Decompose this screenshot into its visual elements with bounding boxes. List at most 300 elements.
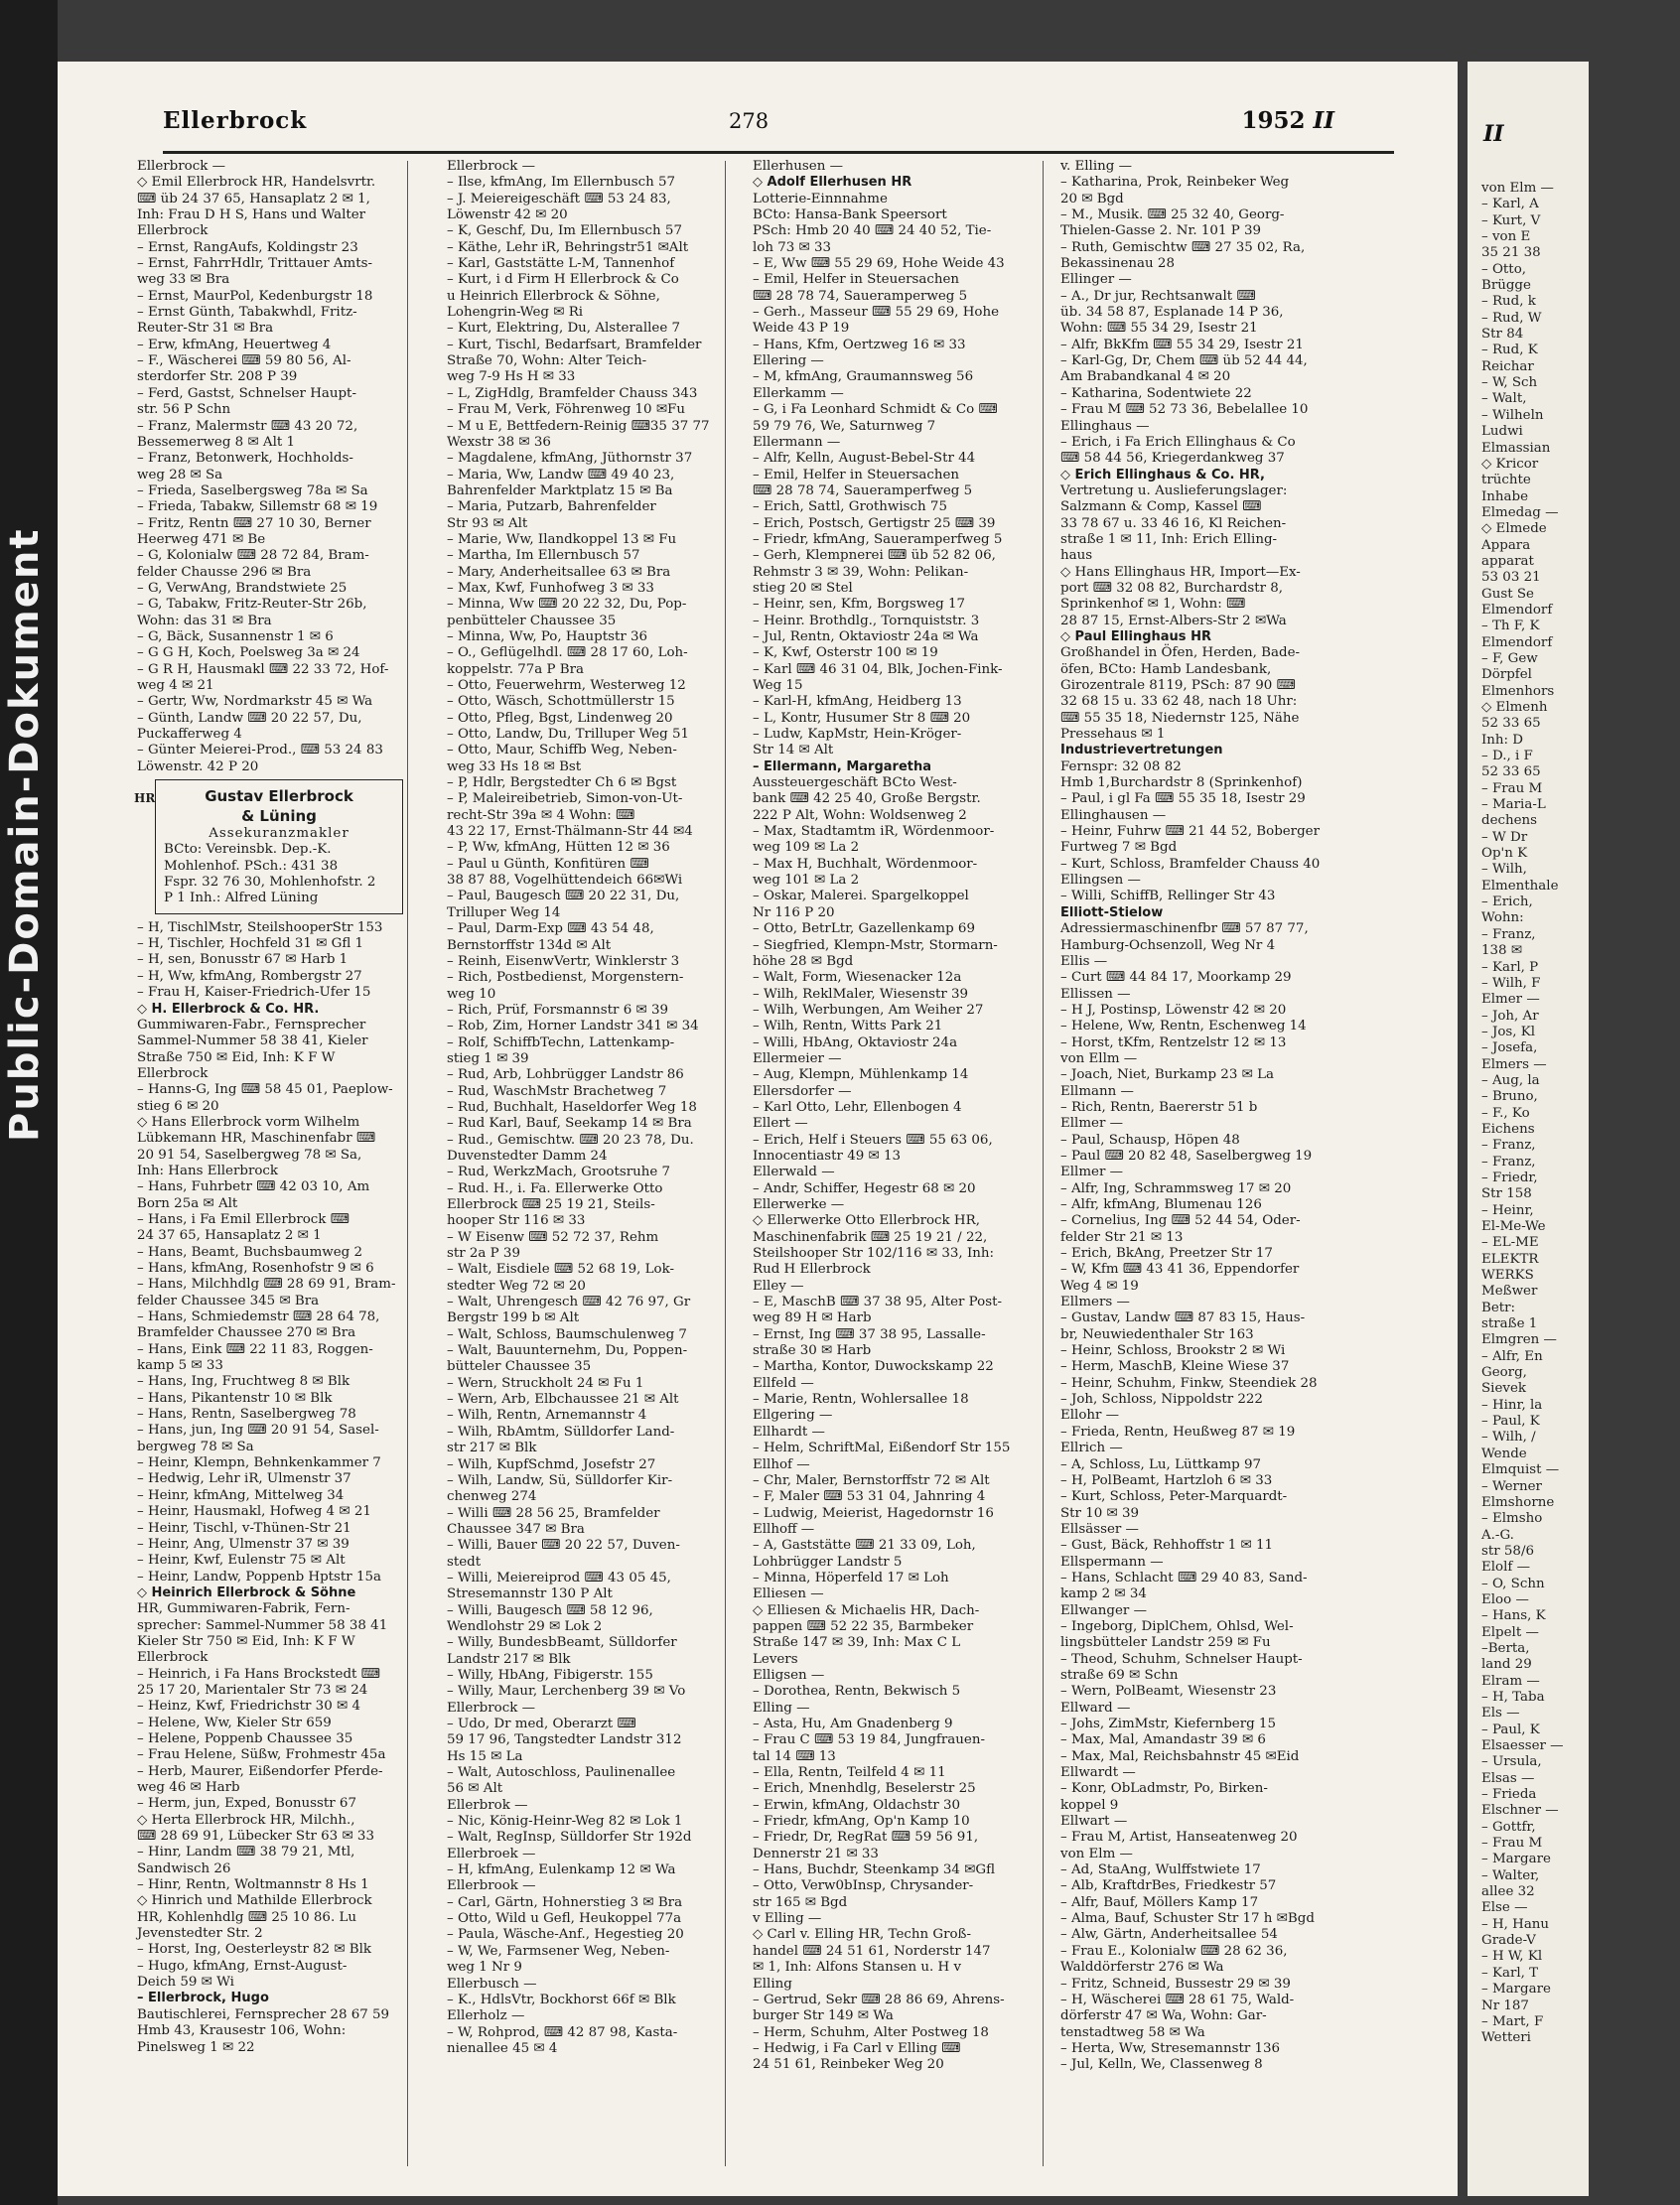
directory-entry: sprecher: Sammel-Nummer 58 38 41 xyxy=(137,1617,388,1633)
directory-entry: felder Chaussee 345 ✉ Bra xyxy=(137,1293,320,1309)
directory-entry: Ellering — xyxy=(753,353,824,369)
directory-entry: Ellmann — xyxy=(1060,1083,1134,1099)
directory-entry: Ellgering — xyxy=(753,1408,833,1424)
directory-entry: – Emil, Helfer in Steuersachen xyxy=(753,467,960,482)
ad-box-name-line2: & Lüning xyxy=(241,807,317,826)
directory-entry: – L, Kontr, Husumer Str 8 ⌨ 20 xyxy=(753,710,971,726)
directory-entry: Stresemannstr 130 P Alt xyxy=(447,1586,613,1602)
directory-entry: – Kurt, Tischl, Bedarfsart, Bramfelder xyxy=(447,337,702,352)
next-page-fragment: – Karl, T xyxy=(1481,1965,1539,1981)
directory-entry: von Elm — xyxy=(1060,1846,1133,1861)
directory-entry: – Franz, Malermstr ⌨ 43 20 72, xyxy=(137,418,358,434)
directory-entry: – A., Dr jur, Rechtsanwalt ⌨ xyxy=(1060,288,1256,304)
directory-entry: – Rob, Zim, Horner Landstr 341 ✉ 34 xyxy=(447,1019,699,1034)
directory-entry: – Marie, Rentn, Wohlersallee 18 xyxy=(753,1392,969,1408)
directory-entry: – Erich, Helf i Steuers ⌨ 55 63 06, xyxy=(753,1132,993,1148)
directory-entry: Thielen-Gasse 2. Nr. 101 P 39 xyxy=(1060,223,1262,239)
ad-box-owner: P 1 Inh.: Alfred Lüning xyxy=(164,891,319,906)
directory-entry: Ellerbrock xyxy=(137,1650,209,1666)
directory-entry: – Wilh, Landw, Sü, Sülldorfer Kir- xyxy=(447,1472,673,1488)
directory-entry: – Alfr, kfmAng, Blumenau 126 xyxy=(1060,1197,1262,1212)
directory-entry: – O., Geflügelhdl. ⌨ 28 17 60, Loh- xyxy=(447,645,688,661)
next-page-fragment: Nr 187 xyxy=(1481,1998,1529,2013)
directory-entry: Lohbrügger Landstr 5 xyxy=(753,1554,903,1570)
next-page-fragment: Elmers — xyxy=(1481,1056,1547,1072)
directory-entry: lingsbütteler Landstr 259 ✉ Fu xyxy=(1060,1635,1271,1651)
next-page-fragment: Elmshorne xyxy=(1481,1494,1555,1510)
directory-entry: 32 68 15 u. 33 62 48, nach 18 Uhr: xyxy=(1060,694,1298,710)
directory-entry: weg 109 ✉ La 2 xyxy=(753,840,860,856)
directory-column-2 xyxy=(447,159,721,2164)
directory-entry: – G, Tabakw, Fritz-Reuter-Str 26b, xyxy=(137,597,367,613)
next-page-fragment: – Frau M xyxy=(1481,780,1543,796)
directory-entry: Bergstr 199 b ✉ Alt xyxy=(447,1310,580,1326)
directory-entry: bergweg 78 ✉ Sa xyxy=(137,1439,254,1454)
directory-entry: Elling — xyxy=(753,1700,810,1716)
side-banner: Public-Domain-Dokument xyxy=(2,527,48,1142)
next-page-fragment: Elmendorf xyxy=(1481,602,1553,618)
directory-entry: – Hans, Fuhrbetr ⌨ 42 03 10, Am xyxy=(137,1179,370,1195)
next-page-fragment: Dörpfel xyxy=(1481,667,1532,683)
directory-entry: – Hans, Ing, Fruchtweg 8 ✉ Blk xyxy=(137,1374,350,1390)
directory-entry: – Hans, Milchhdlg ⌨ 28 69 91, Bram- xyxy=(137,1277,396,1293)
directory-entry: Sandwisch 26 xyxy=(137,1860,231,1876)
next-page-fragment: – Kurt, V xyxy=(1481,212,1541,228)
directory-entry: – G, VerwAng, Brandstwiete 25 xyxy=(137,580,348,596)
directory-entry: – Wilh, KupfSchmd, Josefstr 27 xyxy=(447,1456,656,1472)
directory-entry: Ellingsen — xyxy=(1060,873,1141,889)
directory-entry: – Helene, Ww, Rentn, Eschenweg 14 xyxy=(1060,1019,1307,1034)
directory-entry: – Theod, Schuhm, Schnelser Haupt- xyxy=(1060,1651,1303,1667)
directory-entry: – G G H, Koch, Poelsweg 3a ✉ 24 xyxy=(137,645,360,661)
directory-entry: Ellsässer — xyxy=(1060,1521,1139,1537)
directory-entry: – Carl, Gärtn, Hohnerstieg 3 ✉ Bra xyxy=(447,1894,683,1910)
next-page-edge xyxy=(1468,62,1589,2196)
directory-entry: Steilshooper Str 102/116 ✉ 33, Inh: xyxy=(753,1246,994,1262)
directory-entry: Bekassinenau 28 xyxy=(1060,256,1175,272)
directory-entry: – G, Bäck, Susannenstr 1 ✉ 6 xyxy=(137,628,334,644)
directory-entry: 20 ✉ Bgd xyxy=(1060,191,1124,207)
directory-entry: Ellermann — xyxy=(753,434,841,450)
directory-entry: – Jul, Kelln, We, Classenweg 8 xyxy=(1060,2057,1263,2073)
directory-entry: – Helene, Ww, Kieler Str 659 xyxy=(137,1715,332,1730)
directory-entry: Wexstr 38 ✉ 36 xyxy=(447,434,551,450)
directory-entry: – Friedr, Dr, RegRat ⌨ 59 56 91, xyxy=(753,1830,979,1846)
directory-entry: Löwenstr. 42 P 20 xyxy=(137,758,259,774)
next-page-fragment: – Maria-L xyxy=(1481,797,1546,813)
next-page-fragment: Elmassian xyxy=(1481,440,1551,456)
directory-entry: – Wern, Arb, Elbchaussee 21 ✉ Alt xyxy=(447,1392,679,1408)
next-page-fragment: Reichar xyxy=(1481,358,1534,374)
directory-entry: – Gustav, Landw ⌨ 87 83 15, Haus- xyxy=(1060,1310,1306,1326)
directory-entry: nienallee 45 ✉ 4 xyxy=(447,2040,558,2056)
directory-entry: kamp 2 ✉ 34 xyxy=(1060,1586,1147,1602)
header-year: 1952 xyxy=(1241,107,1306,134)
directory-entry: – Katharina, Sodentwiete 22 xyxy=(1060,385,1252,401)
directory-entry: – G, Kolonialw ⌨ 28 72 84, Bram- xyxy=(137,548,369,564)
directory-entry: – Hans, Kfm, Oertzweg 16 ✉ 33 xyxy=(753,337,966,352)
directory-entry: Straße 750 ✉ Eid, Inh: K F W xyxy=(137,1049,336,1065)
directory-entry: – Alb, KraftdrBes, Friedkestr 57 xyxy=(1060,1878,1277,1894)
directory-entry: kamp 5 ✉ 33 xyxy=(137,1358,223,1374)
directory-entry: – Martha, Kontor, Duwockskamp 22 xyxy=(753,1359,994,1375)
directory-entry: – Dorothea, Rentn, Bekwisch 5 xyxy=(753,1684,961,1700)
next-page-fragment: – H, Taba xyxy=(1481,1689,1545,1705)
directory-entry: – Gust, Bäck, Rehhoffstr 1 ✉ 11 xyxy=(1060,1538,1274,1554)
directory-entry: Pinelsweg 1 ✉ 22 xyxy=(137,2039,255,2055)
directory-entry: straße 69 ✉ Schn xyxy=(1060,1667,1179,1683)
directory-entry: Trilluper Weg 14 xyxy=(447,904,561,920)
next-page-fragment: – F, Gew xyxy=(1481,650,1538,666)
next-page-fragment: Elmer — xyxy=(1481,992,1540,1008)
directory-entry: – Frau M ⌨ 52 73 36, Bebelallee 10 xyxy=(1060,402,1309,418)
directory-entry: – Ernst, MaurPol, Kedenburgstr 18 xyxy=(137,288,373,304)
next-page-fragment: Eichens xyxy=(1481,1121,1535,1137)
directory-entry: HR, Kohlenhdlg ⌨ 25 10 86. Lu xyxy=(137,1909,356,1925)
directory-entry: – Alfr, BkKfm ⌨ 55 34 29, Isestr 21 xyxy=(1060,337,1304,352)
next-page-fragment: – Rud, K xyxy=(1481,343,1538,358)
next-page-fragment: – Th F, K xyxy=(1481,619,1540,634)
directory-entry: Bernstorffstr 134d ✉ Alt xyxy=(447,937,612,953)
header-volume: II xyxy=(1313,107,1334,134)
directory-entry-bold: – Ellermann, Margaretha xyxy=(753,758,932,774)
directory-entry: – Erwin, kfmAng, Oldachstr 30 xyxy=(753,1797,961,1813)
directory-entry: 24 37 65, Hansaplatz 2 ✉ 1 xyxy=(137,1228,322,1244)
directory-entry: – Frieda, Rentn, Heußweg 87 ✉ 19 xyxy=(1060,1424,1296,1440)
next-page-fragment: – Wilh, xyxy=(1481,862,1527,878)
directory-entry: Hmb 1,Burchardstr 8 (Sprinkenhof) xyxy=(1060,775,1303,791)
next-page-fragment: Elmenhors xyxy=(1481,683,1555,699)
directory-entry: ⌨ 28 78 74, Saueramperweg 5 xyxy=(753,288,968,304)
directory-entry: Weide 43 P 19 xyxy=(753,321,850,337)
directory-entry: Ellissen — xyxy=(1060,986,1131,1002)
directory-entry: – Kurt, Elektring, Du, Alsterallee 7 xyxy=(447,321,681,337)
directory-entry: Straße 147 ✉ 39, Inh: Max C L xyxy=(753,1635,961,1651)
directory-entry: Ellerwald — xyxy=(753,1165,835,1180)
directory-entry: Inh: Hans Ellerbrock xyxy=(137,1163,279,1178)
directory-entry: – M, kfmAng, Graumannsweg 56 xyxy=(753,369,974,385)
directory-entry: HR, Gummiwaren-Fabrik, Fern- xyxy=(137,1601,350,1617)
directory-entry: – Hedwig, Lehr iR, Ulmenstr 37 xyxy=(137,1471,351,1487)
directory-entry: Elling xyxy=(753,1976,792,1992)
directory-entry: BCto: Hansa-Bank Speersort xyxy=(753,207,947,223)
directory-entry: – Walt, Schloss, Baumschulenweg 7 xyxy=(447,1326,687,1342)
directory-entry: – H, kfmAng, Eulenkamp 12 ✉ Wa xyxy=(447,1862,676,1878)
next-page-fragment: Ludwi xyxy=(1481,424,1523,440)
directory-entry: weg 101 ✉ La 2 xyxy=(753,873,860,889)
directory-entry: v Elling — xyxy=(753,1911,822,1927)
directory-entry: – Friedr, kfmAng, Op'n Kamp 10 xyxy=(753,1814,970,1830)
directory-entry: tenstadtweg 58 ✉ Wa xyxy=(1060,2024,1205,2040)
directory-entry: – Alw, Gärtn, Anderheitsallee 54 xyxy=(1060,1927,1278,1943)
directory-entry: ◇ Carl v. Elling HR, Techn Groß- xyxy=(753,1927,972,1943)
directory-entry: – W Eisenw ⌨ 52 72 37, Rehm xyxy=(447,1229,659,1245)
directory-entry: Levers xyxy=(753,1651,798,1667)
directory-entry: – Helm, SchriftMal, Eißendorf Str 155 xyxy=(753,1441,1011,1456)
directory-entry: Ellerbrock ⌨ 25 19 21, Steils- xyxy=(447,1197,655,1212)
directory-entry: ◇ Hans Ellinghaus HR, Import—Ex- xyxy=(1060,564,1301,580)
directory-entry: pappen ⌨ 52 22 35, Barmbeker xyxy=(753,1618,974,1634)
page-number: 278 xyxy=(729,109,770,133)
directory-entry: – Heinr. Brothdlg., Tornquiststr. 3 xyxy=(753,613,980,628)
directory-entry: – Frau M, Artist, Hanseatenweg 20 xyxy=(1060,1830,1298,1846)
directory-entry: dörferstr 47 ✉ Wa, Wohn: Gar- xyxy=(1060,2008,1267,2024)
directory-entry: – Kurt, i d Firm H Ellerbrock & Co xyxy=(447,272,679,288)
next-page-fragment: A.-G. xyxy=(1481,1527,1514,1543)
directory-entry: 222 P Alt, Wohn: Woldsenweg 2 xyxy=(753,807,967,823)
directory-entry: – Ludwig, Meierist, Hagedornstr 16 xyxy=(753,1505,994,1521)
directory-entry: – Magdalene, kfmAng, Jüthornstr 37 xyxy=(447,451,693,467)
directory-entry: – Hans, Schmiedemstr ⌨ 28 64 78, xyxy=(137,1309,380,1325)
directory-entry: – Käthe, Lehr iR, Behringstr51 ✉Alt xyxy=(447,239,689,255)
directory-entry: Hs 15 ✉ La xyxy=(447,1748,523,1764)
next-page-fragment: Elmquist — xyxy=(1481,1462,1560,1478)
next-page-fragment: Elschner — xyxy=(1481,1803,1559,1819)
directory-entry: – Hans, Rentn, Saselbergweg 78 xyxy=(137,1407,356,1423)
directory-entry: – K, Geschf, Du, Im Ellernbusch 57 xyxy=(447,223,682,239)
directory-entry: weg 33 ✉ Bra xyxy=(137,272,230,288)
directory-entry: – Heinr, Schuhm, Finkw, Steendiek 28 xyxy=(1060,1375,1318,1391)
directory-entry: – K., HdlsVtr, Bockhorst 66f ✉ Blk xyxy=(447,1992,676,2007)
directory-entry: – A, Schloss, Lu, Lüttkamp 97 xyxy=(1060,1456,1262,1472)
next-page-fragment: ◇ Elmenh xyxy=(1481,700,1548,715)
directory-entry: – Frau E., Kolonialw ⌨ 28 62 36, xyxy=(1060,1943,1288,1959)
directory-entry: – Rud, Buchhalt, Haseldorfer Weg 18 xyxy=(447,1099,697,1115)
directory-entry: – Hans, kfmAng, Rosenhofstr 9 ✉ 6 xyxy=(137,1261,374,1276)
directory-entry: – Willy, HbAng, Fibigerstr. 155 xyxy=(447,1667,653,1683)
directory-entry-bold: – Ellerbrock, Hugo xyxy=(137,1991,269,2006)
next-page-fragment: Gust Se xyxy=(1481,586,1534,602)
directory-entry: Ellmers — xyxy=(1060,1295,1130,1310)
directory-entry: – Wilh, Rentn, Arnemannstr 4 xyxy=(447,1408,647,1424)
directory-entry: – Martha, Im Ellernbusch 57 xyxy=(447,548,640,564)
directory-entry: Rud H Ellerbrock xyxy=(753,1262,871,1278)
ad-box-name-line1: Gustav Ellerbrock xyxy=(205,787,353,806)
directory-entry: str. 56 P Schn xyxy=(137,402,231,418)
directory-entry: recht-Str 39a ✉ 4 Wohn: ⌨ xyxy=(447,807,635,823)
directory-entry: v. Elling — xyxy=(1060,159,1132,174)
directory-entry: Ellerbroek — xyxy=(447,1846,536,1861)
directory-entry: weg 28 ✉ Sa xyxy=(137,467,223,482)
next-page-fragment: Elsaesser — xyxy=(1481,1738,1564,1753)
directory-entry: von Ellm — xyxy=(1060,1050,1138,1066)
next-page-fragment: Brügge xyxy=(1481,278,1531,294)
directory-entry: – M., Musik. ⌨ 25 32 40, Georg- xyxy=(1060,207,1285,223)
directory-entry: – Heinr, kfmAng, Mittelweg 34 xyxy=(137,1487,345,1503)
column-divider xyxy=(407,161,408,2166)
next-page-fragment: – W Dr xyxy=(1481,829,1528,845)
directory-entry: Ellerbrock — xyxy=(447,159,535,174)
directory-entry: Landstr 217 ✉ Blk xyxy=(447,1651,571,1667)
directory-entry: – Curt ⌨ 44 84 17, Moorkamp 29 xyxy=(1060,970,1292,986)
directory-entry: Inh: Frau D H S, Hans und Walter xyxy=(137,207,366,223)
directory-entry: – M u E, Bettfedern-Reinig ⌨35 37 77 xyxy=(447,418,710,434)
directory-entry: 33 78 67 u. 33 46 16, Kl Reichen- xyxy=(1060,515,1287,531)
next-page-fragment: – Margare xyxy=(1481,1982,1551,1998)
directory-entry: Ellerbrock xyxy=(137,1065,209,1081)
directory-entry: – K, Kwf, Osterstr 100 ✉ 19 xyxy=(753,645,938,661)
next-page-fragment: – Franz, xyxy=(1481,926,1536,942)
directory-entry: Reuter-Str 31 ✉ Bra xyxy=(137,321,274,337)
directory-entry: – Joh, Schloss, Nippoldstr 222 xyxy=(1060,1392,1263,1408)
directory-entry: – Udo, Dr med, Oberarzt ⌨ xyxy=(447,1717,636,1731)
directory-entry: – Ilse, kfmAng, Im Ellernbusch 57 xyxy=(447,175,676,191)
directory-entry: Ellerbrok — xyxy=(447,1797,528,1813)
directory-entry: Ellerbrook — xyxy=(447,1878,536,1894)
directory-entry: – Hans, Beamt, Buchsbaumweg 2 xyxy=(137,1244,363,1260)
next-page-fragment: – Paul, K xyxy=(1481,1414,1540,1430)
next-page-fragment: – Josefa, xyxy=(1481,1040,1538,1056)
directory-entry: – Walt, Uhrengesch ⌨ 42 76 97, Gr xyxy=(447,1295,691,1310)
directory-entry: – Walt, Eisdiele ⌨ 52 68 19, Lok- xyxy=(447,1262,674,1278)
directory-entry: Chaussee 347 ✉ Bra xyxy=(447,1521,585,1537)
directory-entry: Duvenstedter Damm 24 xyxy=(447,1148,608,1164)
next-page-fragment: – Jos, Kl xyxy=(1481,1024,1536,1039)
next-page-fragment: Str 84 xyxy=(1481,327,1524,343)
directory-entry: u Heinrich Ellerbrock & Söhne, xyxy=(447,288,660,304)
next-page-fragment: – Margare xyxy=(1481,1852,1551,1867)
directory-entry: Ellhof — xyxy=(753,1456,810,1472)
directory-entry: – Alma, Bauf, Schuster Str 17 h ✉Bgd xyxy=(1060,1911,1315,1927)
directory-entry: straße 1 ✉ 11, Inh: Erich Elling- xyxy=(1060,531,1278,547)
directory-entry: – Gerh., Masseur ⌨ 55 29 69, Hohe xyxy=(753,305,1000,321)
directory-entry: – Gertrud, Sekr ⌨ 28 86 69, Ahrens- xyxy=(753,1992,1005,2007)
directory-entry: – Reinh, EisenwVertr, Winklerstr 3 xyxy=(447,953,680,969)
next-page-fragment: dechens xyxy=(1481,813,1538,829)
directory-entry: – Otto, Maur, Schiffb Weg, Neben- xyxy=(447,743,677,758)
directory-entry: ⌨ 28 78 74, Saueramperfweg 5 xyxy=(753,482,973,498)
directory-entry: Rehmstr 3 ✉ 39, Wohn: Pelikan- xyxy=(753,564,969,580)
next-page-fragment: str 58/6 xyxy=(1481,1543,1534,1559)
directory-entry: – Hinr, Rentn, Woltmannstr 8 Hs 1 xyxy=(137,1877,369,1893)
directory-entry: koppelstr. 77a P Bra xyxy=(447,661,584,677)
next-page-fragment: – Joh, Ar xyxy=(1481,1008,1539,1024)
directory-entry: Ellerbrock xyxy=(137,223,209,239)
directory-entry: – Paul ⌨ 20 82 48, Saselbergweg 19 xyxy=(1060,1148,1313,1164)
next-page-fragment: Meßwer xyxy=(1481,1284,1538,1300)
directory-entry: Elliesen — xyxy=(753,1586,824,1602)
next-page-fragment: – H, Hanu xyxy=(1481,1916,1550,1932)
directory-entry: – Mary, Anderheitsallee 63 ✉ Bra xyxy=(447,564,671,580)
directory-entry: Bramfelder Chaussee 270 ✉ Bra xyxy=(137,1325,356,1341)
directory-entry: – Walt, RegInsp, Sülldorfer Str 192d xyxy=(447,1830,692,1846)
directory-entry: Ellrich — xyxy=(1060,1441,1123,1456)
directory-entry: Ellinger — xyxy=(1060,272,1132,288)
directory-entry: – Paul, Schausp, Höpen 48 xyxy=(1060,1132,1240,1148)
directory-entry: – Otto, Landw, Du, Trilluper Weg 51 xyxy=(447,727,690,743)
directory-entry: – Ernst, RangAufs, Koldingstr 23 xyxy=(137,239,358,255)
directory-entry: – Alfr, Kelln, August-Bebel-Str 44 xyxy=(753,451,976,467)
directory-entry: – Heinr, sen, Kfm, Borgsweg 17 xyxy=(753,597,966,613)
next-page-fragment: – Rud, W xyxy=(1481,310,1542,326)
next-page-fragment: Els — xyxy=(1481,1706,1520,1722)
next-page-fragment: – Aug, la xyxy=(1481,1072,1540,1088)
directory-entry: – Günter Meierei-Prod., ⌨ 53 24 83 xyxy=(137,743,383,758)
directory-entry: – Hedwig, i Fa Carl v Elling ⌨ xyxy=(753,2040,961,2056)
directory-entry: – Rud. H., i. Fa. Ellerwerke Otto xyxy=(447,1180,663,1196)
directory-entry: – Herb, Maurer, Eißendorfer Pferde- xyxy=(137,1763,383,1779)
directory-entry: – Heinz, Kwf, Friedrichstr 30 ✉ 4 xyxy=(137,1699,360,1715)
directory-entry: – Karl Otto, Lehr, Ellenbogen 4 xyxy=(753,1099,962,1115)
directory-entry: Elligsen — xyxy=(753,1667,825,1683)
directory-entry: – J. Meiereigeschäft ⌨ 53 24 83, xyxy=(447,191,671,207)
directory-entry: – F., Wäscherei ⌨ 59 80 56, Al- xyxy=(137,353,351,369)
directory-entry: – Fritz, Rentn ⌨ 27 10 30, Berner xyxy=(137,515,371,531)
directory-entry-bold: Industrievertretungen xyxy=(1060,743,1223,758)
directory-entry: – Andr, Schiffer, Hegestr 68 ✉ 20 xyxy=(753,1180,976,1196)
directory-entry: Wohn: das 31 ✉ Bra xyxy=(137,613,272,628)
directory-entry: Furtweg 7 ✉ Bgd xyxy=(1060,840,1178,856)
directory-entry: – Helene, Poppenb Chaussee 35 xyxy=(137,1730,353,1746)
directory-entry: Lohengrin-Weg ✉ Ri xyxy=(447,305,584,321)
next-page-fragment: Eloo — xyxy=(1481,1591,1529,1607)
directory-entry: – Nic, König-Heinr-Weg 82 ✉ Lok 1 xyxy=(447,1814,683,1830)
directory-entry: – Walt, Form, Wiesenacker 12a xyxy=(753,970,962,986)
directory-entry: ◇ Hans Ellerbrock vorm Wilhelm xyxy=(137,1114,360,1130)
next-page-fragment: Elpelt — xyxy=(1481,1624,1539,1640)
directory-entry: Ellerholz — xyxy=(447,2008,525,2024)
directory-entry: – Erich, Sattl, Grothwisch 75 xyxy=(753,499,947,515)
directory-entry: – Willy, BundesbBeamt, Sülldorfer xyxy=(447,1635,677,1651)
directory-entry-bold: Elliott-Stielow xyxy=(1060,904,1164,920)
directory-entry: Vertretung u. Auslieferungslager: xyxy=(1060,482,1288,498)
next-page-fragment: apparat xyxy=(1481,553,1534,569)
directory-entry: port ⌨ 32 08 82, Burchardstr 8, xyxy=(1060,580,1284,596)
directory-entry: – Willi, Meiereiprod ⌨ 43 05 45, xyxy=(447,1570,671,1585)
directory-entry: – Alfr, Bauf, Möllers Kamp 17 xyxy=(1060,1894,1259,1910)
directory-entry: ◇ Herta Ellerbrock HR, Milchh., xyxy=(137,1812,355,1828)
directory-entry: – Otto, Pfleg, Bgst, Lindenweg 20 xyxy=(447,710,673,726)
directory-entry: – Ruth, Gemischtw ⌨ 27 35 02, Ra, xyxy=(1060,239,1306,255)
directory-entry: – Friedr, kfmAng, Saueramperfweg 5 xyxy=(753,531,1003,547)
directory-entry: Maschinenfabrik ⌨ 25 19 21 / 22, xyxy=(753,1229,988,1245)
directory-entry: – Rud, WaschMstr Brachetweg 7 xyxy=(447,1083,667,1099)
directory-entry: Ellmer — xyxy=(1060,1116,1124,1132)
directory-entry: – Konr, ObLadmstr, Po, Birken- xyxy=(1060,1781,1268,1797)
next-page-fragment: – Rud, k xyxy=(1481,294,1536,310)
directory-entry: str 217 ✉ Blk xyxy=(447,1441,537,1456)
next-page-fragment: Elmenthale xyxy=(1481,878,1559,894)
directory-entry: Ellohr — xyxy=(1060,1408,1120,1424)
directory-entry: – Oskar, Malerei. Spargelkoppel xyxy=(753,889,969,904)
directory-entry: – Minna, Ww ⌨ 20 22 32, Du, Pop- xyxy=(447,597,687,613)
next-page-fragment: Inh: D xyxy=(1481,732,1524,748)
next-page-fragment: El-Me-We xyxy=(1481,1219,1546,1234)
next-page-fragment: trüchte xyxy=(1481,473,1531,488)
directory-entry: Wendlohstr 29 ✉ Lok 2 xyxy=(447,1618,603,1634)
directory-entry: – Aug, Klempn, Mühlenkamp 14 xyxy=(753,1067,969,1083)
directory-entry: Str 10 ✉ 39 xyxy=(1060,1505,1140,1521)
directory-entry: – Wilh, Rentn, Witts Park 21 xyxy=(753,1019,943,1034)
next-page-fragment: – F., Ko xyxy=(1481,1105,1530,1121)
directory-entry: Girozentrale 8119, PSch: 87 90 ⌨ xyxy=(1060,678,1296,693)
next-page-fragment: – Wilh, / xyxy=(1481,1430,1536,1446)
directory-entry: 59 17 96, Tangstedter Landstr 312 xyxy=(447,1732,682,1748)
directory-entry: – Rich, Prüf, Forsmannstr 6 ✉ 39 xyxy=(447,1002,669,1018)
directory-entry: – E, MaschB ⌨ 37 38 95, Alter Post- xyxy=(753,1295,1002,1310)
directory-entry: Gummiwaren-Fabr., Fernsprecher xyxy=(137,1017,366,1033)
next-page-fragment: – Erich, xyxy=(1481,895,1533,910)
directory-entry: Dennerstr 21 ✉ 33 xyxy=(753,1846,879,1861)
directory-entry: Ellhardt — xyxy=(753,1424,825,1440)
directory-entry: weg 33 Hs 18 ✉ Bst xyxy=(447,758,582,774)
directory-entry: – Hanns-G, Ing ⌨ 58 45 01, Paeplow- xyxy=(137,1082,393,1098)
column-divider xyxy=(725,161,726,2166)
directory-entry: – Jul, Rentn, Oktaviostr 24a ✉ Wa xyxy=(753,628,979,644)
directory-entry: Straße 70, Wohn: Alter Teich- xyxy=(447,353,647,369)
directory-entry: – H, Wäscherei ⌨ 28 61 75, Wald- xyxy=(1060,1992,1295,2007)
directory-entry: – Rud, WerkzMach, Grootsruhe 7 xyxy=(447,1165,671,1180)
